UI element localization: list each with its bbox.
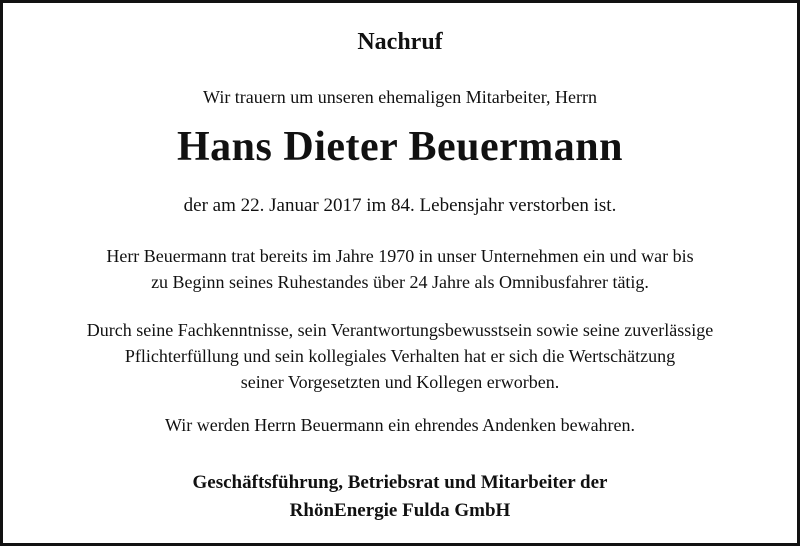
career-line-1: Herr Beuermann trat bereits im Jahre 1970 in unser Unternehmen ein und war bis — [106, 246, 694, 266]
tribute-line-3: seiner Vorgesetzten und Kollegen erworben. — [240, 372, 560, 392]
tribute-line-2: Pflichterfüllung und sein kollegiales Verhalten hat er sich die Wertschätzung — [124, 346, 676, 366]
notice-heading: Nachruf — [357, 29, 443, 55]
tribute-line-1: Durch seine Fachkenntnisse, sein Verantwortungsbewusstsein sowie seine zuverlässige — [86, 320, 714, 340]
signature-line-2: RhönEnergie Fulda GmbH — [289, 500, 511, 521]
tribute-paragraph — [3, 317, 797, 395]
intro-line: Wir trauern um unseren ehemaligen Mitarbeiter, Herrn — [203, 87, 597, 107]
signature-block — [3, 469, 797, 525]
deceased-name: Hans Dieter Beuermann — [176, 124, 624, 170]
signature-line-1: Geschäftsführung, Betriebsrat und Mitarbeiter der — [192, 472, 608, 493]
career-line-2: zu Beginn seines Ruhestandes über 24 Jahre als Omnibusfahrer tätig. — [151, 272, 649, 292]
career-paragraph — [3, 243, 797, 295]
death-date-line: der am 22. Januar 2017 im 84. Lebensjahr verstorben ist. — [183, 195, 617, 216]
closing-line: Wir werden Herrn Beuermann ein ehrendes Andenken bewahren. — [164, 415, 636, 435]
